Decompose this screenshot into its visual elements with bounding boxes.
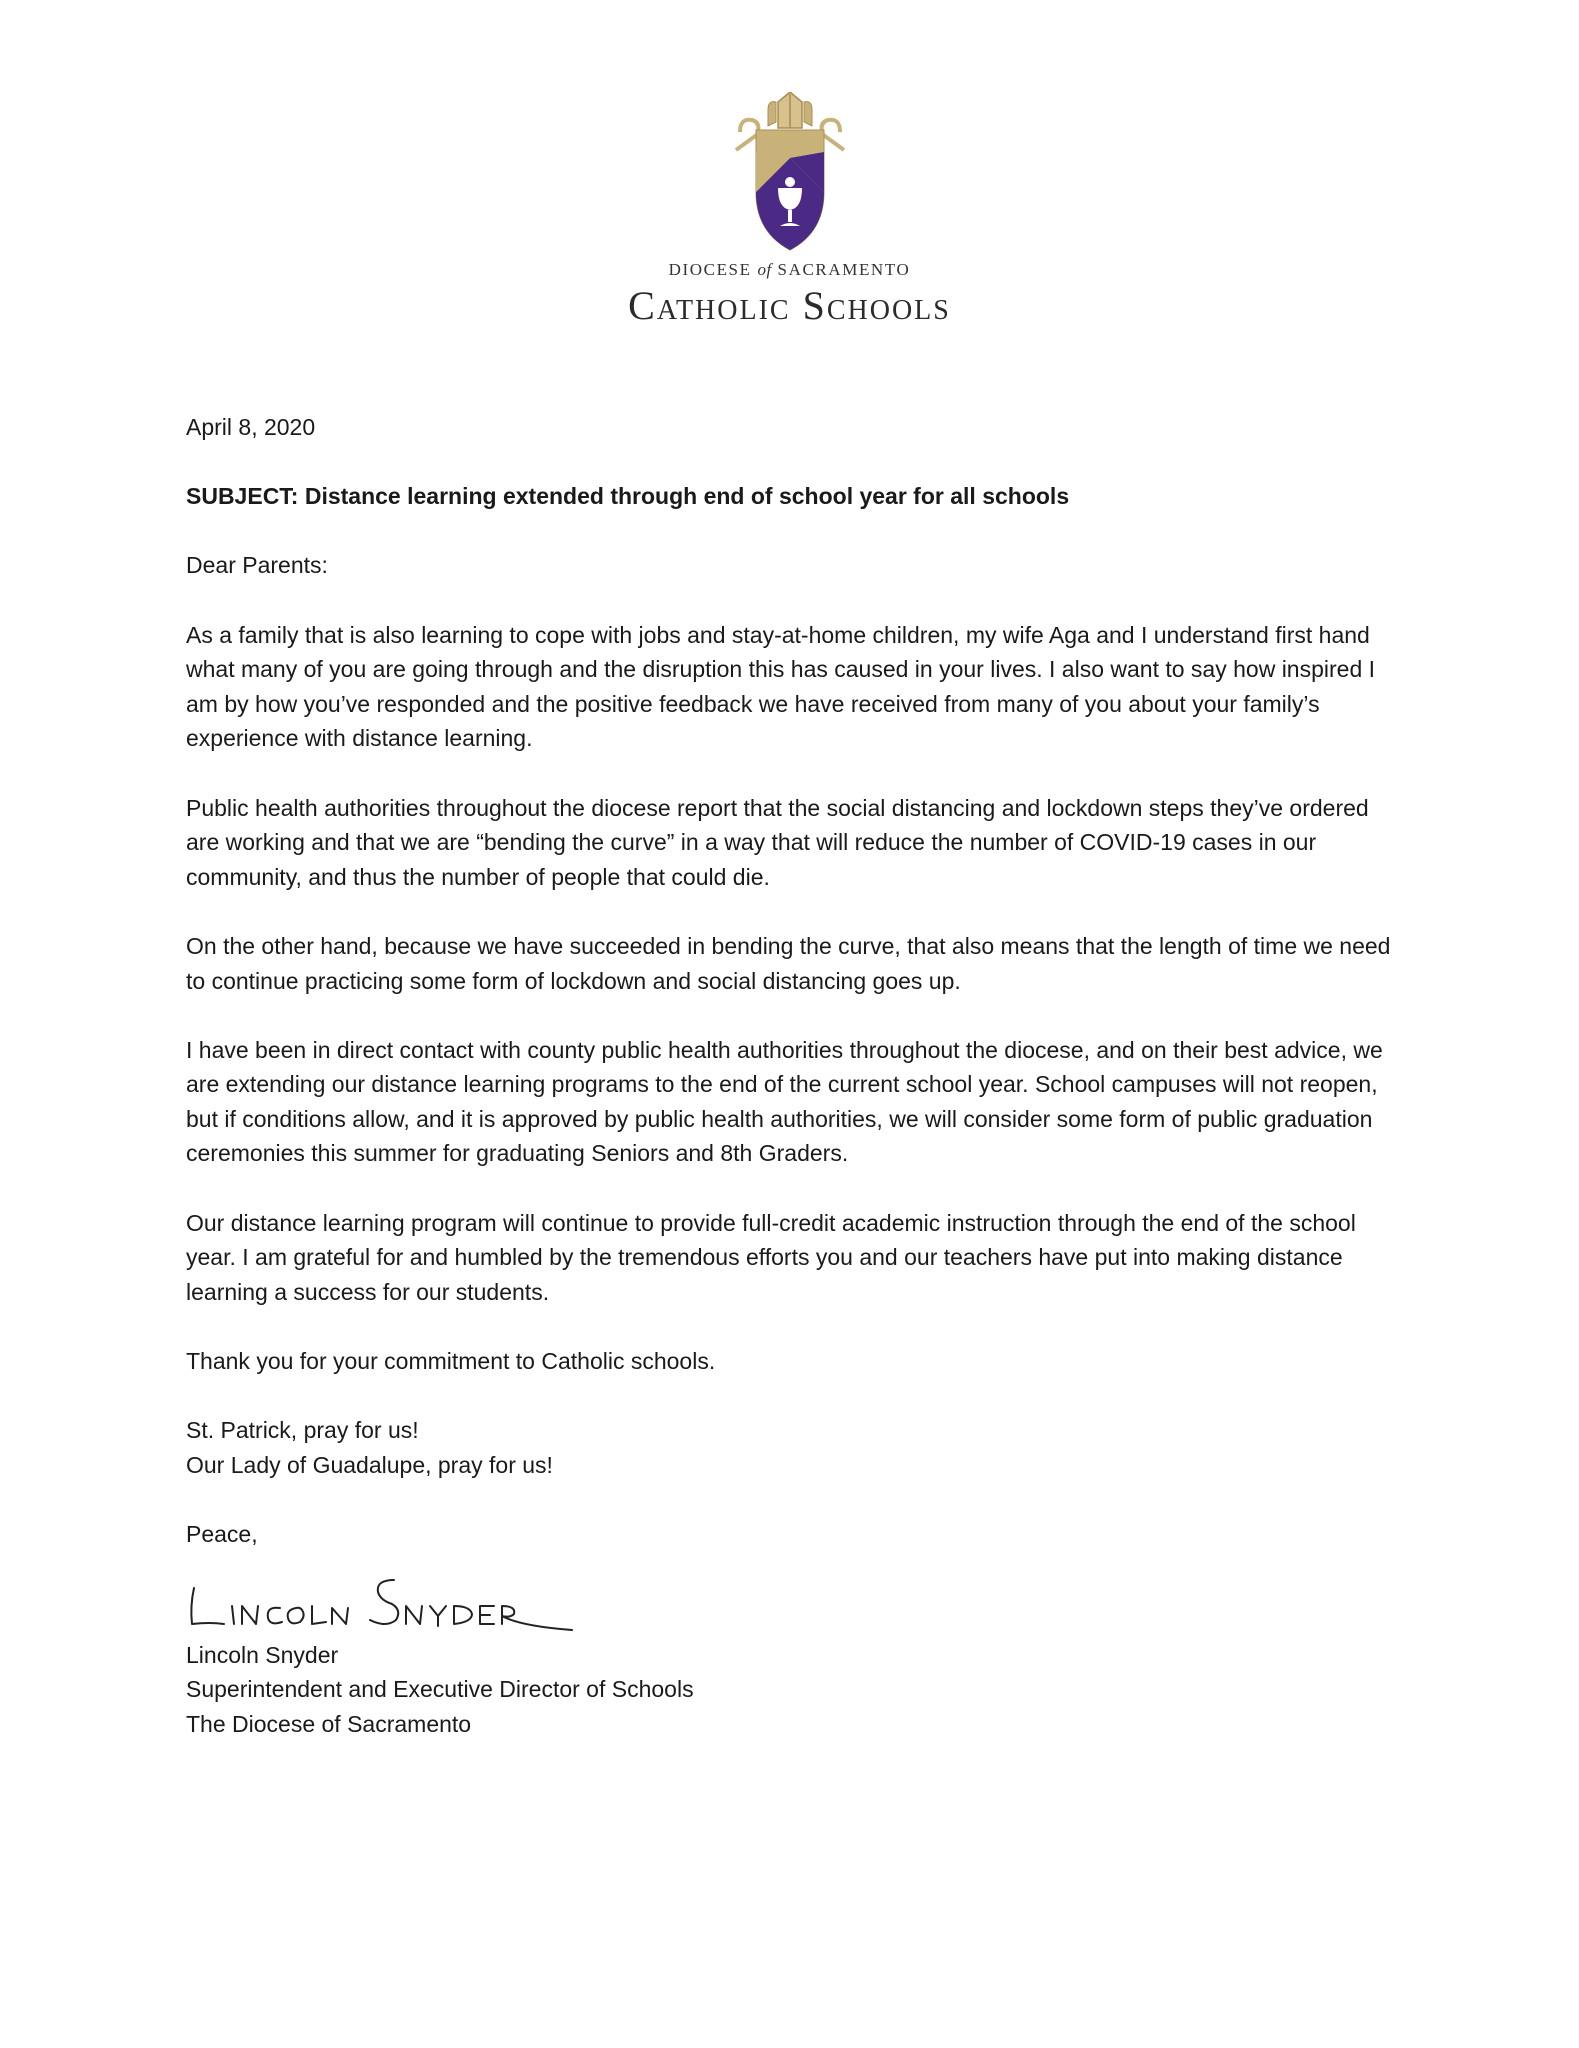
signer-name: Lincoln Snyder: [186, 1641, 339, 1668]
signature-block: [186, 1638, 1406, 1742]
org-name-part2: SACRAMENTO: [777, 260, 911, 279]
letter-paragraph: On the other hand, because we have succeeded in bending the curve, that also means that the length of time we need to continue practicing some form of lockdown and social distancing goes up.: [186, 932, 1391, 994]
letter-salutation: Dear Parents:: [186, 552, 328, 579]
signer-organization: The Diocese of Sacramento: [186, 1710, 472, 1737]
letter-paragraph: As a family that is also learning to cope with jobs and stay-at-home children, my wife Aga and I understand first hand what many of you are going through and the disruption this has caused in your lives. I also want to say how inspired I am by how you’ve responded and the positive feedback we have received from many of you about your family’s experience with distance learning.: [186, 621, 1376, 752]
org-name-line1: [0, 260, 1579, 280]
prayer-line: Our Lady of Guadalupe, pray for us!: [186, 1451, 553, 1478]
letter-body: [186, 410, 1406, 1741]
org-name-of: of: [757, 260, 772, 279]
handwritten-signature: [180, 1566, 580, 1638]
prayer-line: St. Patrick, pray for us!: [186, 1417, 419, 1444]
letter-paragraph: Our distance learning program will continue to provide full-credit academic instruction through the end of the school year. I am grateful for and humbled by the tremendous efforts you and our teachers have put into making distance learning a success for our students.: [186, 1209, 1356, 1305]
letter-paragraph: Thank you for your commitment to Catholic schools.: [186, 1348, 716, 1375]
letterhead: [0, 92, 1579, 329]
prayer-block: [186, 1413, 1406, 1482]
org-name-line2: Catholic Schools: [628, 283, 951, 328]
letter-subject: SUBJECT: Distance learning extended through end of school year for all schools: [186, 483, 1070, 510]
diocese-crest-logo: [730, 92, 850, 252]
letter-paragraph: I have been in direct contact with county public health authorities throughout the diocese, and on their best advice, we are extending our distance learning programs to the end of the current school year. School campuses will not reopen, but if conditions allow, and it is approved by public health authorities, we will consider some form of public graduation ceremonies this summer for graduating Seniors and 8th Graders.: [186, 1036, 1383, 1167]
letter-closing: Peace,: [186, 1521, 258, 1547]
letter-date: April 8, 2020: [186, 414, 316, 440]
signer-title: Superintendent and Executive Director of Schools: [186, 1676, 694, 1703]
letter-paragraph: Public health authorities throughout the diocese report that the social distancing and lockdown steps they’ve ordered are working and that we are “bending the curve” in a way that will reduce the number of COVID-19 cases in our community, and thus the number of people that could die.: [186, 794, 1369, 890]
org-name-part1: DIOCESE: [668, 260, 752, 279]
